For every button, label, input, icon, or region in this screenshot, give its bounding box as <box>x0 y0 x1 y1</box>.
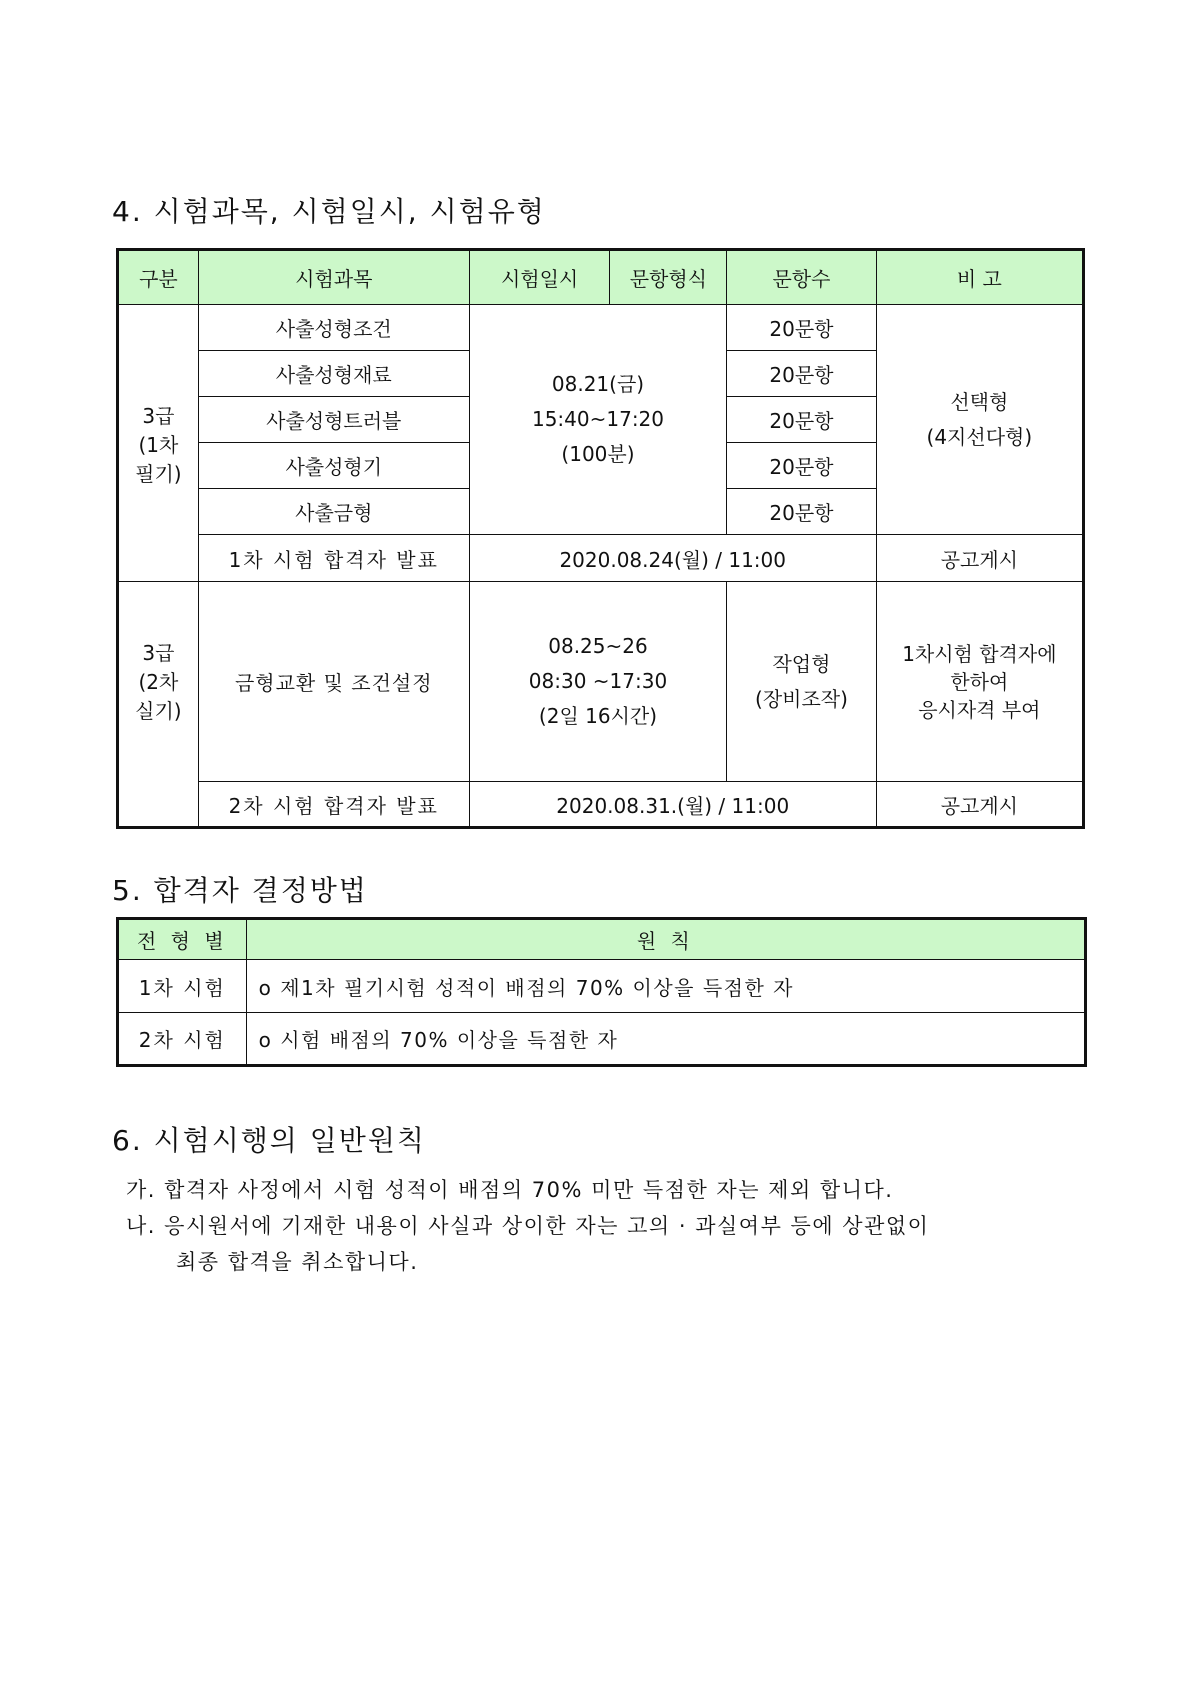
header-principle: 원 칙 <box>246 919 1085 960</box>
section6-heading: 6. 시험시행의 일반원칙 <box>112 1124 426 1157</box>
grade1-announce-label: 1차 시험 합격자 발표 <box>198 535 469 582</box>
header-count: 문항수 <box>727 250 876 305</box>
count-cell: 20문항 <box>727 443 876 489</box>
header-type: 전 형 별 <box>118 919 247 960</box>
grade2-announce-note: 공고게시 <box>876 782 1083 828</box>
grade1-category: 3급 (1차 필기) <box>118 305 199 582</box>
count-cell: 20문항 <box>727 305 876 351</box>
grade2-note: 1차시험 합격자에 한하여 응시자격 부여 <box>876 582 1083 782</box>
criteria-type: 1차 시험 <box>118 960 247 1013</box>
grade1-date: 08.21(금) 15:40~17:20 (100분) <box>469 305 726 535</box>
subject-cell: 사출금형 <box>198 489 469 535</box>
grade2-announce-label: 2차 시험 합격자 발표 <box>198 782 469 828</box>
pass-criteria-table <box>116 917 1087 1067</box>
header-subject: 시험과목 <box>198 250 469 305</box>
criteria-principle: o 시험 배점의 70% 이상을 득점한 자 <box>246 1013 1085 1066</box>
grade2-date: 08.25~26 08:30 ~17:30 (2일 16시간) <box>469 582 726 782</box>
principle-item-b: 나. 응시원서에 기재한 내용이 사실과 상이한 자는 고의 · 과실여부 등에 상관없이 <box>126 1214 930 1238</box>
grade1-announce-note: 공고게시 <box>876 535 1083 582</box>
count-cell: 20문항 <box>727 397 876 443</box>
grade2-announce-date: 2020.08.31.(월) / 11:00 <box>469 782 876 828</box>
criteria-type: 2차 시험 <box>118 1013 247 1066</box>
header-format: 문항형식 <box>610 250 727 305</box>
grade2-category: 3급 (2차 실기) <box>118 582 199 828</box>
grade2-subject: 금형교환 및 조건설정 <box>198 582 469 782</box>
subject-cell: 사출성형트러블 <box>198 397 469 443</box>
principle-item-b-cont: 최종 합격을 취소합니다. <box>176 1250 419 1274</box>
header-note: 비 고 <box>876 250 1083 305</box>
count-cell: 20문항 <box>727 351 876 397</box>
section4-heading: 4. 시험과목, 시험일시, 시험유형 <box>112 195 546 228</box>
subject-cell: 사출성형재료 <box>198 351 469 397</box>
section5-heading: 5. 합격자 결정방법 <box>112 874 368 907</box>
grade1-announce-date: 2020.08.24(월) / 11:00 <box>469 535 876 582</box>
grade1-note: 선택형 (4지선다형) <box>876 305 1083 535</box>
grade2-format: 작업형 (장비조작) <box>727 582 876 782</box>
subject-cell: 사출성형기 <box>198 443 469 489</box>
header-date: 시험일시 <box>469 250 610 305</box>
exam-schedule-table <box>116 248 1085 829</box>
subject-cell: 사출성형조건 <box>198 305 469 351</box>
principle-item-a: 가. 합격자 사정에서 시험 성적이 배점의 70% 미만 득점한 자는 제외 합니다. <box>126 1178 894 1202</box>
header-category: 구분 <box>118 250 199 305</box>
criteria-principle: o 제1차 필기시험 성적이 배점의 70% 이상을 득점한 자 <box>246 960 1085 1013</box>
count-cell: 20문항 <box>727 489 876 535</box>
